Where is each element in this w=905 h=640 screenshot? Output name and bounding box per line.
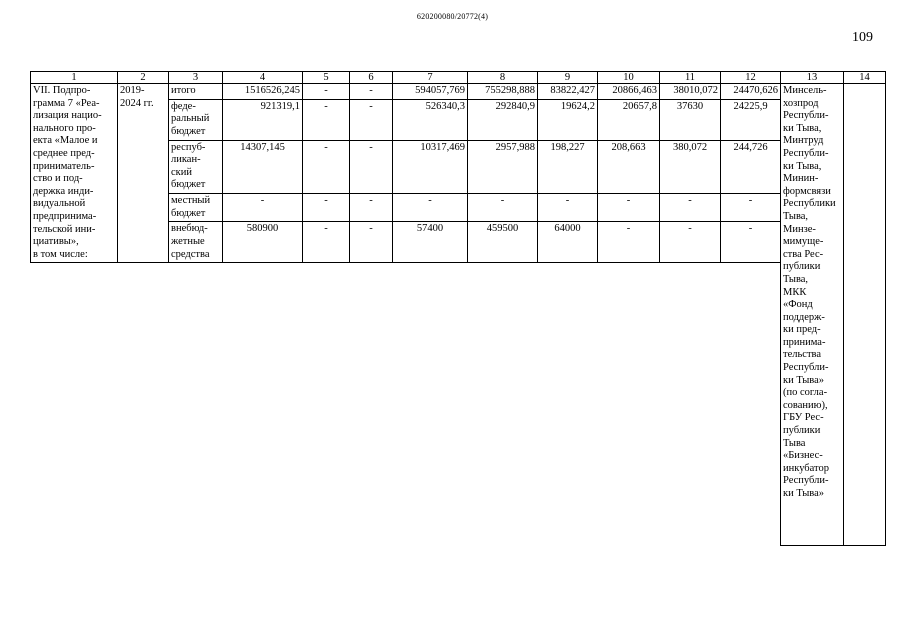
value-cell: - xyxy=(660,194,721,222)
value-cell: 244,726 xyxy=(721,140,781,194)
value-cell: 580900 xyxy=(223,222,303,263)
value-cell: - xyxy=(303,222,350,263)
filler-cell xyxy=(31,263,781,546)
table-row-filler xyxy=(31,263,886,546)
empty-cell xyxy=(844,84,886,546)
value-cell: - xyxy=(598,222,660,263)
table-row xyxy=(31,84,886,100)
column-number: 11 xyxy=(660,72,721,84)
value-cell: - xyxy=(303,140,350,194)
column-number: 6 xyxy=(350,72,393,84)
value-cell: - xyxy=(598,194,660,222)
budget-table xyxy=(30,71,886,546)
value-cell: - xyxy=(303,194,350,222)
document-code: 620200080/20772(4) xyxy=(416,12,489,21)
funding-source-cell: феде- ральный бюджет xyxy=(169,99,223,140)
value-cell: 19624,2 xyxy=(538,99,598,140)
column-number: 5 xyxy=(303,72,350,84)
column-number: 12 xyxy=(721,72,781,84)
page-number: 109 xyxy=(852,30,873,45)
value-cell: 38010,072 xyxy=(660,84,721,100)
funding-source-cell: местный бюджет xyxy=(169,194,223,222)
value-cell: 83822,427 xyxy=(538,84,598,100)
value-cell: 755298,888 xyxy=(468,84,538,100)
value-cell: 37630 xyxy=(660,99,721,140)
value-cell: - xyxy=(223,194,303,222)
value-cell: 380,072 xyxy=(660,140,721,194)
column-number: 10 xyxy=(598,72,660,84)
value-cell: 526340,3 xyxy=(393,99,468,140)
value-cell: - xyxy=(303,99,350,140)
value-cell: 10317,469 xyxy=(393,140,468,194)
value-cell: 2957,988 xyxy=(468,140,538,194)
value-cell: 64000 xyxy=(538,222,598,263)
value-cell: - xyxy=(350,99,393,140)
value-cell: 57400 xyxy=(393,222,468,263)
column-number: 8 xyxy=(468,72,538,84)
funding-source-cell: респуб- ликан- ский бюджет xyxy=(169,140,223,194)
value-cell: - xyxy=(350,140,393,194)
column-number: 4 xyxy=(223,72,303,84)
period-cell: 2019- 2024 гг. xyxy=(118,84,169,263)
column-number: 2 xyxy=(118,72,169,84)
executors-cell: Минсель- хозпрод Республи- ки Тыва, Минтруд Республи- ки Тыва, Минин- формсвязи Республики Тыва, Минзе- мимуще- ства Рес- публики Тыва, МКК «Фонд поддерж- ки пред- принима- тельства Республи- ки Тыва» (по согла- сованию), ГБУ Рес- публики Тыва «Бизнес- инкубатор Республи- ки Тыва» xyxy=(781,84,844,546)
column-number: 14 xyxy=(844,72,886,84)
value-cell: - xyxy=(303,84,350,100)
value-cell: - xyxy=(538,194,598,222)
value-cell: 594057,769 xyxy=(393,84,468,100)
value-cell: 1516526,245 xyxy=(223,84,303,100)
program-name-cell: VII. Подпро- грамма 7 «Реа- лизация нацио- нального про- екта «Малое и среднее пред- приниматель- ство и под- держка инди- видуальной предпринима- тельской ини- циативы», в том числе: xyxy=(31,84,118,263)
value-cell: - xyxy=(350,84,393,100)
value-cell: 20657,8 xyxy=(598,99,660,140)
column-number: 1 xyxy=(31,72,118,84)
value-cell: - xyxy=(721,194,781,222)
value-cell: 24225,9 xyxy=(721,99,781,140)
value-cell: 459500 xyxy=(468,222,538,263)
value-cell: - xyxy=(660,222,721,263)
value-cell: 292840,9 xyxy=(468,99,538,140)
column-number: 3 xyxy=(169,72,223,84)
value-cell: - xyxy=(350,194,393,222)
funding-source-cell: итого xyxy=(169,84,223,100)
value-cell: - xyxy=(350,222,393,263)
value-cell: 921319,1 xyxy=(223,99,303,140)
column-number: 7 xyxy=(393,72,468,84)
column-number-row xyxy=(31,72,886,84)
value-cell: - xyxy=(468,194,538,222)
value-cell: 14307,145 xyxy=(223,140,303,194)
value-cell: - xyxy=(721,222,781,263)
value-cell: 198,227 xyxy=(538,140,598,194)
value-cell: 20866,463 xyxy=(598,84,660,100)
value-cell: 24470,626 xyxy=(721,84,781,100)
funding-source-cell: внебюд- жетные средства xyxy=(169,222,223,263)
column-number: 9 xyxy=(538,72,598,84)
value-cell: - xyxy=(393,194,468,222)
column-number: 13 xyxy=(781,72,844,84)
value-cell: 208,663 xyxy=(598,140,660,194)
